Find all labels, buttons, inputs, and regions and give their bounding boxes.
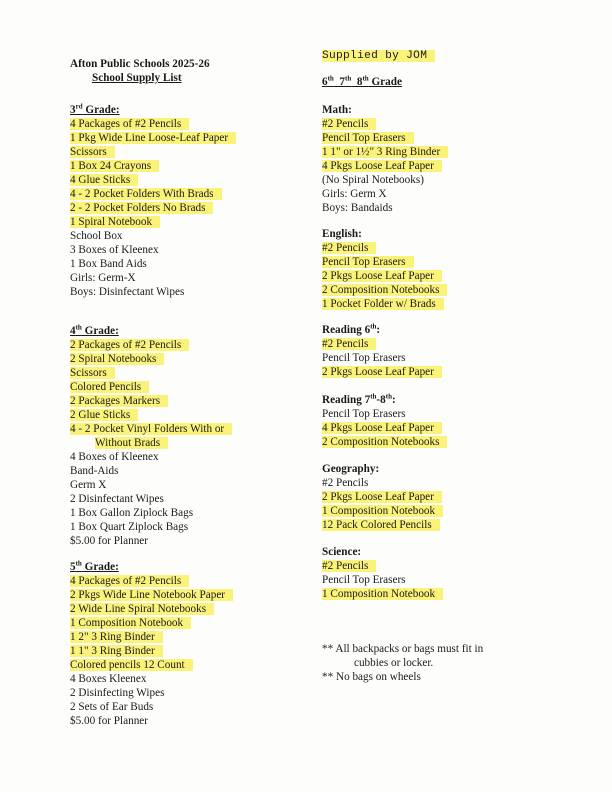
list-item: Scissors	[70, 367, 115, 379]
list-item: 2 Composition Notebooks	[322, 284, 447, 296]
list-item: Pencil Top Erasers	[322, 408, 406, 420]
list-item: Pencil Top Erasers	[322, 574, 406, 586]
list-item: #2 Pencils	[322, 477, 369, 489]
list-item: 2 Disinfecting Wipes	[70, 687, 165, 699]
list-item: 4 Glue Sticks	[70, 174, 138, 186]
list-item: 2 Disinfectant Wipes	[70, 493, 164, 505]
grade5-heading: 5th Grade:	[70, 559, 119, 573]
reading6-heading: Reading 6th:	[322, 322, 381, 336]
list-item: Without Brads	[95, 437, 168, 449]
list-item: 2 Pkgs Loose Leaf Paper	[322, 366, 442, 378]
list-item: 1 Composition Notebook	[322, 588, 443, 600]
list-item: 4 Packages of #2 Pencils	[70, 118, 189, 130]
list-item: 4 Pkgs Loose Leaf Paper	[322, 160, 442, 172]
right-column	[322, 0, 582, 792]
list-item: #2 Pencils	[322, 242, 376, 254]
list-item: #2 Pencils	[322, 118, 376, 130]
list-item: 4 Boxes Kleenex	[70, 673, 147, 685]
english-heading: English:	[322, 228, 362, 240]
list-item: Pencil Top Erasers	[322, 352, 406, 364]
list-item: Girls: Germ X	[322, 188, 387, 200]
list-item: 1 2" 3 Ring Binder	[70, 631, 163, 643]
list-item: 2 Packages of #2 Pencils	[70, 339, 189, 351]
upper-grades-heading: 6th 7th 8th Grade	[322, 74, 402, 88]
list-item: (No Spiral Notebooks)	[322, 174, 424, 186]
list-item: 1 1" 3 Ring Binder	[70, 645, 163, 657]
list-item: 2 - 2 Pocket Folders No Brads	[70, 202, 213, 214]
math-heading-text: Math:	[322, 104, 352, 116]
list-item: 1 Box Gallon Ziplock Bags	[70, 507, 194, 519]
list-item: 1 Box Quart Ziplock Bags	[70, 521, 189, 533]
grade4-heading: 4th Grade:	[70, 323, 119, 337]
list-item: 2 Pkgs Loose Leaf Paper	[322, 491, 442, 503]
title-line-2: School Supply List	[92, 72, 182, 84]
list-item: 1 Spiral Notebook	[70, 216, 160, 228]
math-heading	[322, 104, 352, 117]
list-item: 4 Packages of #2 Pencils	[70, 575, 189, 587]
science-heading: Science:	[322, 546, 362, 558]
supplied-by-label: Supplied by JOM	[322, 50, 435, 62]
list-item: 2 Sets of Ear Buds	[70, 701, 154, 713]
list-item: Colored pencils 12 Count	[70, 659, 193, 671]
list-item: Germ X	[70, 479, 107, 491]
list-item: Pencil Top Erasers	[322, 256, 414, 268]
list-item: 2 Composition Notebooks	[322, 436, 447, 448]
list-item: $5.00 for Planner	[70, 535, 148, 547]
list-item: #2 Pencils	[322, 560, 376, 572]
list-item: $5.00 for Planner	[70, 715, 148, 727]
geography-heading: Geography:	[322, 463, 380, 475]
list-item: 2 Pkgs Wide Line Notebook Paper	[70, 589, 233, 601]
list-item: 2 Spiral Notebooks	[70, 353, 164, 365]
list-item: Boys: Bandaids	[322, 202, 393, 214]
list-item: #2 Pencils	[322, 338, 376, 350]
list-item: 2 Packages Markers	[70, 395, 168, 407]
list-item: 1 Composition Notebook	[70, 617, 191, 629]
list-item: Scissors	[70, 146, 115, 158]
list-item: 4 - 2 Pocket Vinyl Folders With or	[70, 423, 232, 435]
list-item: 4 Boxes of Kleenex	[70, 451, 159, 463]
list-item: 12 Pack Colored Pencils	[322, 519, 440, 531]
list-item: School Box	[70, 230, 123, 242]
list-item: 1 Box Band Aids	[70, 258, 147, 270]
reading78-heading: Reading 7th-8th:	[322, 392, 396, 406]
list-item: 1 Pkg Wide Line Loose-Leaf Paper	[70, 132, 236, 144]
list-item: 4 Pkgs Loose Leaf Paper	[322, 422, 442, 434]
list-item: Boys: Disinfectant Wipes	[70, 286, 185, 298]
list-item: 2 Pkgs Loose Leaf Paper	[322, 270, 442, 282]
note-backpacks: ** All backpacks or bags must fit in	[322, 643, 484, 655]
list-item: Girls: Germ-X	[70, 272, 136, 284]
list-item: 1 1" or 1½" 3 Ring Binder	[322, 146, 448, 158]
list-item: Colored Pencils	[70, 381, 149, 393]
grade3-heading: 3rd Grade:	[70, 102, 120, 116]
left-column	[70, 0, 310, 792]
list-item: 2 Wide Line Spiral Notebooks	[70, 603, 214, 615]
list-item: 1 Box 24 Crayons	[70, 160, 159, 172]
list-item: 1 Pocket Folder w/ Brads	[322, 298, 444, 310]
note-wheels: ** No bags on wheels	[322, 671, 421, 683]
list-item: 2 Glue Sticks	[70, 409, 138, 421]
note-backpacks-cont: cubbies or locker.	[354, 657, 434, 669]
list-item: 3 Boxes of Kleenex	[70, 244, 159, 256]
title-line-1: Afton Public Schools 2025-26	[70, 58, 210, 70]
list-item: Band-Aids	[70, 465, 119, 477]
list-item: 1 Composition Notebook	[322, 505, 443, 517]
list-item: Pencil Top Erasers	[322, 132, 414, 144]
list-item: 4 - 2 Pocket Folders With Brads	[70, 188, 222, 200]
